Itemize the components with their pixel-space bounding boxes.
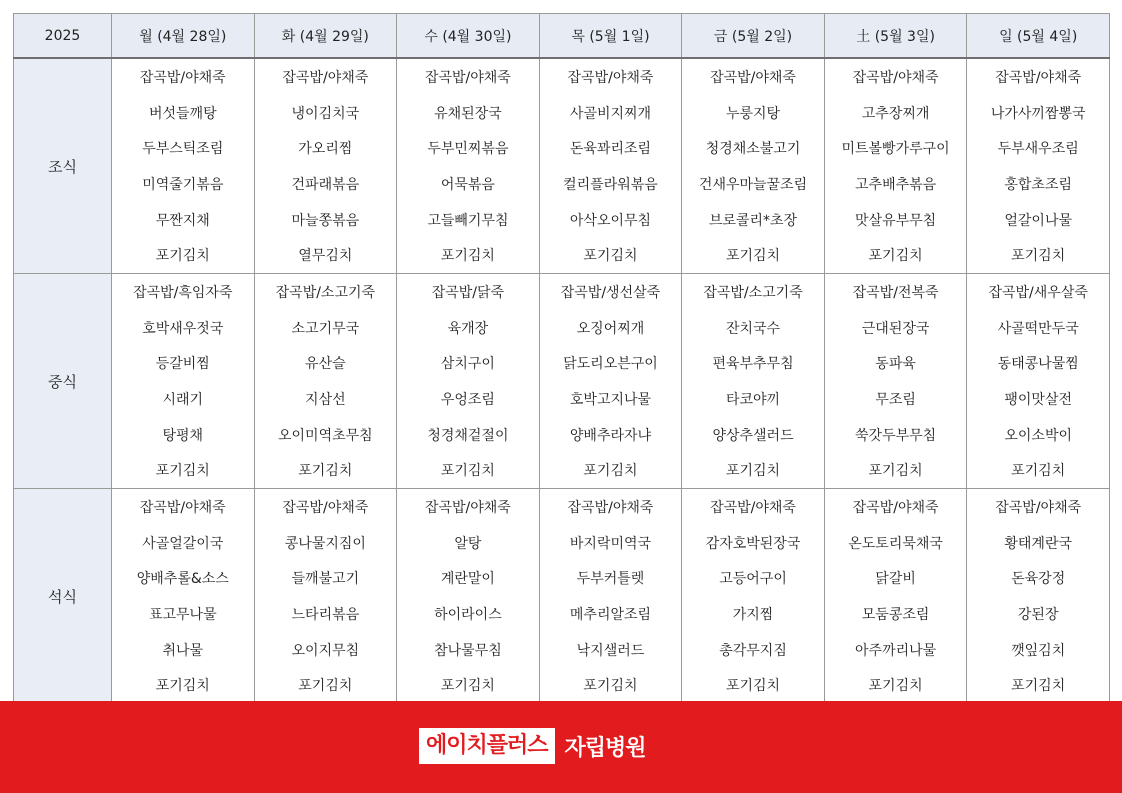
meal-row-dinner [14,489,1110,704]
menu-item: 두부커틀렛 [576,571,645,588]
menu-item: 감자호박된장국 [705,535,801,552]
menu-item: 잡곡밥/닭죽 [431,284,505,301]
menu-item: 잡곡밥/야채죽 [139,69,226,86]
menu-item: 고추배추볶음 [855,176,937,193]
menu-item: 잡곡밥/야채죽 [282,69,369,86]
menu-item: 사골비지찌개 [569,105,652,122]
menu-item: 양배추롤&소스 [136,571,229,588]
menu-item: 고등어구이 [719,571,787,588]
menu-item: 알탕 [454,535,482,552]
year-header: 2025 [14,14,112,59]
menu-item: 포기김치 [155,248,210,265]
day-header-mon: 월 (4월 28일) [112,14,255,59]
day-header-wed: 수 (4월 30일) [397,14,540,59]
menu-cell-breakfast-sun [967,58,1110,274]
menu-item: 열무김치 [298,248,353,265]
menu-item: 맛살유부무침 [855,212,937,229]
menu-item: 바지락미역국 [569,535,652,552]
menu-item: 잡곡밥/전복죽 [852,284,939,301]
menu-item: 가지찜 [732,606,774,623]
day-header-thu: 목 (5월 1일) [539,14,682,59]
menu-item: 포기김치 [440,248,495,265]
menu-item: 미트볼빵가루구이 [841,141,950,158]
menu-item: 잡곡밥/새우살죽 [988,284,1088,301]
menu-item: 잡곡밥/소고기죽 [275,284,376,301]
day-header-sun: 일 (5월 4일) [967,14,1110,59]
menu-item: 잡곡밥/야채죽 [995,499,1082,516]
menu-item: 강된장 [1017,606,1059,623]
menu-item: 양상추샐러드 [712,427,794,444]
menu-cell-lunch-tue [254,274,397,489]
menu-item: 두부스틱조림 [142,141,224,158]
menu-item: 잡곡밥/야채죽 [282,499,369,516]
menu-item: 사골얼갈이국 [142,535,224,552]
menu-item: 포기김치 [868,678,923,695]
menu-item: 표고무나물 [148,606,217,623]
menu-item: 닭도리오븐구이 [563,356,658,373]
menu-item: 잡곡밥/생선살죽 [560,284,661,301]
menu-item: 사골떡만두국 [997,320,1079,337]
menu-item: 잔치국수 [725,320,781,337]
menu-item: 잡곡밥/야채죽 [139,499,226,516]
menu-item: 온도토리묵채국 [848,535,943,552]
menu-item: 탕평채 [162,427,204,444]
menu-item: 두부새우조림 [997,141,1079,158]
menu-item: 잡곡밥/소고기죽 [703,284,803,301]
menu-item: 포기김치 [1011,463,1066,480]
menu-cell-lunch-sun [967,274,1110,489]
menu-item: 오이지무침 [291,642,360,659]
menu-item: 느타리볶음 [291,606,360,623]
menu-item: 돈육강정 [1011,571,1066,588]
menu-cell-dinner-thu [539,489,682,704]
menu-cell-dinner-sat [824,489,967,704]
menu-item: 양배추라자냐 [569,427,652,444]
hospital-logo [419,725,646,767]
menu-item: 포기김치 [725,248,781,265]
menu-item: 낙지샐러드 [576,642,645,659]
menu-item: 잡곡밥/야채죽 [567,69,654,86]
menu-item: 잡곡밥/흑임자죽 [133,284,233,301]
meal-label-lunch: 중식 [14,274,112,489]
menu-item: 포기김치 [155,463,210,480]
menu-item: 포기김치 [298,463,353,480]
menu-item: 팽이맛살전 [1004,391,1072,408]
menu-item: 버섯들깨탕 [148,105,217,122]
menu-item: 육개장 [447,320,489,337]
menu-item: 포기김치 [725,678,781,695]
menu-item: 컬리플라워볶음 [563,176,658,193]
menu-item: 마늘쫑볶음 [291,212,360,229]
menu-item: 잡곡밥/야채죽 [852,499,939,516]
menu-item: 타코야끼 [725,391,781,408]
menu-item: 포기김치 [583,463,638,480]
menu-item: 오이미역초무침 [278,427,373,444]
menu-item: 동태콩나물찜 [997,356,1079,373]
menu-item: 얼갈이나물 [1004,212,1072,229]
menu-item: 포기김치 [1011,678,1066,695]
menu-item: 가오리찜 [298,141,353,158]
menu-cell-breakfast-wed [397,58,540,274]
menu-item: 아주까리나물 [855,642,937,659]
menu-item: 포기김치 [1011,248,1066,265]
menu-cell-dinner-tue [254,489,397,704]
menu-item: 포기김치 [583,678,638,695]
menu-item: 포기김치 [868,463,923,480]
menu-item: 우엉조림 [440,391,495,408]
day-header-sat: 土 (5월 3일) [824,14,967,59]
weekly-meal-table [13,13,1110,704]
menu-cell-breakfast-sat [824,58,967,274]
meal-row-breakfast [14,58,1110,274]
menu-item: 콩나물지짐이 [284,535,366,552]
menu-item: 깻잎김치 [1011,642,1066,659]
menu-item: 잡곡밥/야채죽 [424,69,511,86]
menu-item: 청경채소불고기 [705,141,801,158]
menu-item: 건파래볶음 [291,176,360,193]
menu-item: 계란말이 [440,571,495,588]
menu-item: 포기김치 [583,248,638,265]
menu-item: 잡곡밥/야채죽 [995,69,1082,86]
menu-item: 황태계란국 [1004,535,1072,552]
menu-cell-dinner-sun [967,489,1110,704]
menu-item: 잡곡밥/야채죽 [852,69,939,86]
menu-item: 호박새우젓국 [142,320,224,337]
menu-item: 잡곡밥/야채죽 [710,499,796,516]
meal-label-breakfast: 조식 [14,58,112,274]
menu-item: 삼치구이 [440,356,495,373]
menu-item: 포기김치 [298,678,353,695]
menu-item: 미역줄기볶음 [142,176,224,193]
menu-cell-lunch-sat [824,274,967,489]
menu-item: 닭갈비 [875,571,916,588]
menu-item: 잡곡밥/야채죽 [424,499,511,516]
menu-item: 모둠콩조림 [861,606,930,623]
menu-item: 두부민찌볶음 [427,141,509,158]
menu-item: 동파육 [875,356,916,373]
menu-item: 오이소박이 [1004,427,1072,444]
menu-cell-breakfast-fri [682,58,825,274]
menu-item: 포기김치 [155,678,210,695]
menu-item: 지삼선 [305,391,346,408]
day-header-fri: 금 (5월 2일) [682,14,825,59]
menu-item: 메추리알조림 [569,606,652,623]
menu-item: 무짠지채 [155,212,210,229]
menu-item: 고추장찌개 [861,105,930,122]
menu-item: 나가사끼짬뽕국 [990,105,1086,122]
day-header-tue: 화 (4월 29일) [254,14,397,59]
menu-item: 포기김치 [868,248,923,265]
menu-item: 잡곡밥/야채죽 [710,69,796,86]
meal-label-dinner: 석식 [14,489,112,704]
menu-item: 근대된장국 [861,320,930,337]
menu-cell-lunch-fri [682,274,825,489]
menu-cell-breakfast-mon [112,58,255,274]
menu-item: 등갈비찜 [155,356,210,373]
menu-item: 시래기 [162,391,204,408]
menu-item: 참나물무침 [434,642,502,659]
menu-item: 유채된장국 [434,105,502,122]
menu-item: 포기김치 [440,463,495,480]
menu-item: 쑥갓두부무침 [855,427,937,444]
menu-item: 취나물 [162,642,204,659]
menu-item: 냉이김치국 [291,105,360,122]
menu-item: 무조림 [875,391,916,408]
menu-cell-breakfast-thu [539,58,682,274]
menu-cell-dinner-mon [112,489,255,704]
menu-cell-dinner-wed [397,489,540,704]
menu-item: 들깨불고기 [291,571,360,588]
menu-cell-breakfast-tue [254,58,397,274]
table-header-row [14,14,1110,59]
meal-row-lunch [14,274,1110,489]
menu-item: 총각무지짐 [719,642,787,659]
menu-item: 아삭오이무침 [569,212,652,229]
menu-item: 누룽지탕 [725,105,781,122]
menu-cell-lunch-wed [397,274,540,489]
menu-item: 돈육꽈리조림 [569,141,652,158]
menu-item: 소고기무국 [291,320,360,337]
menu-item: 호박고지나물 [569,391,652,408]
menu-cell-lunch-thu [539,274,682,489]
menu-item: 하이라이스 [434,606,502,623]
meal-rows [14,58,1110,704]
logo-brand-box: 에이치플러스 [419,728,555,764]
menu-cell-dinner-fri [682,489,825,704]
menu-item: 유산슬 [305,356,346,373]
menu-item: 홍합초조림 [1004,176,1072,193]
menu-item: 편육부추무침 [712,356,794,373]
menu-item: 잡곡밥/야채죽 [567,499,654,516]
menu-item: 청경채겉절이 [427,427,509,444]
menu-item: 어묵볶음 [440,176,495,193]
menu-item: 포기김치 [725,463,781,480]
menu-item: 브로콜리*초장 [708,212,798,229]
logo-hospital-name: 자립병원 [564,735,646,761]
menu-item: 건새우마늘꿀조림 [698,176,808,193]
menu-cell-lunch-mon [112,274,255,489]
menu-item: 오징어찌개 [576,320,645,337]
menu-item: 포기김치 [440,678,495,695]
menu-item: 고들빼기무침 [427,212,509,229]
